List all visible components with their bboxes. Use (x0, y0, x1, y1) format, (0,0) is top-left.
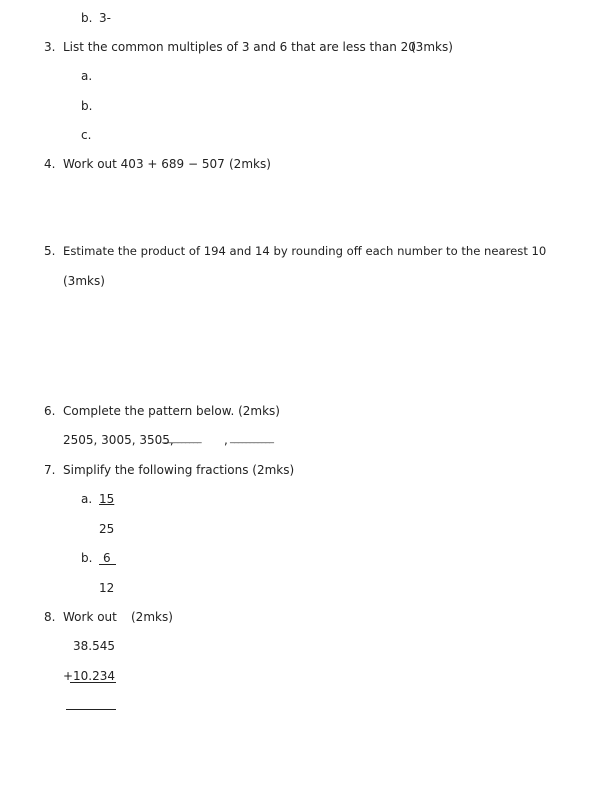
plus-sign: + (63, 669, 74, 683)
answer-blank: __________ (162, 434, 202, 444)
option-label: a. (81, 69, 93, 83)
question-number: 6. (44, 404, 56, 418)
fraction-denominator: 25 (99, 522, 115, 536)
option-label: b. (81, 99, 93, 113)
pattern-sequence: 2505, 3005, 3505, (63, 433, 174, 447)
question-number: 7. (44, 463, 56, 477)
fraction-numerator: 6 (103, 551, 111, 565)
question-marks: (2mks) (131, 610, 173, 624)
addend: 38.545 (73, 639, 115, 653)
question-text: List the common multiples of 3 and 6 that are less than 20 (63, 40, 416, 54)
pattern-separator: , (224, 433, 228, 447)
option-label: c. (81, 128, 92, 142)
addend: 10.234 (73, 669, 115, 683)
fraction-denominator: 12 (99, 581, 115, 595)
option-text: 3- (99, 11, 111, 25)
question-number: 3. (44, 40, 56, 54)
question-number: 4. (44, 157, 56, 171)
question-text: Work out 403 + 689 − 507 (63, 157, 225, 171)
fraction-numerator: 15 (99, 492, 115, 506)
question-text: Work out (63, 610, 117, 624)
question-number: 8. (44, 610, 56, 624)
answer-blank: ___________ (230, 434, 274, 444)
question-number: 5. (44, 244, 56, 258)
option-label: b. (81, 11, 93, 25)
option-label: b. (81, 551, 93, 565)
question-marks: (2mks) (229, 157, 271, 171)
option-label: a. (81, 492, 93, 506)
question-text: Simplify the following fractions (2mks) (63, 463, 295, 477)
question-marks: (3mks) (63, 274, 105, 288)
answer-line (66, 709, 116, 710)
question-text: Estimate the product of 194 and 14 by rounding off each number to the nearest 10 (63, 244, 547, 258)
question-marks: (3mks) (411, 40, 453, 54)
question-text: Complete the pattern below. (2mks) (63, 404, 280, 418)
